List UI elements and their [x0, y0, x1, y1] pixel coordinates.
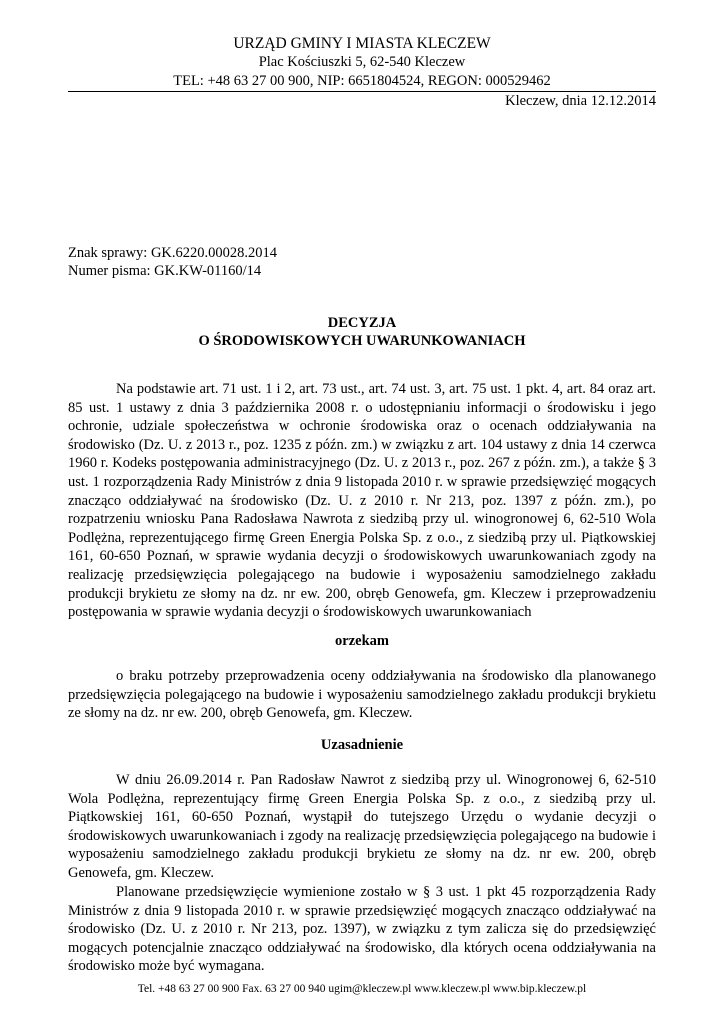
office-address: Plac Kościuszki 5, 62-540 Kleczew [258, 54, 466, 70]
document-title: DECYZJA [327, 315, 397, 331]
office-name: URZĄD GMINY I MIASTA KLECZEW [233, 35, 491, 52]
justification-paragraph: Planowane przedsięwzięcie wymienione zostało w § 3 ust. 1 pkt 45 rozporządzenia Rady Ministrów z dnia 9 listopada 2010 r. w sprawie przedsięwzięć mogących znacząco oddziaływać na środowisko (Dz. U. z 2010 r. Nr 213, poz. 1397), w związku z tym zalicza się do przedsięwzięć mogących potencjalnie znacząco oddziaływać na środowisko, dla których ocena oddziaływania na środowisko może być wymagana. [68, 884, 656, 975]
ruling-heading: orzekam [335, 633, 389, 649]
header-divider [68, 91, 656, 92]
legal-basis-paragraph: Na podstawie art. 71 ust. 1 i 2, art. 73 ust., art. 74 ust. 3, art. 75 ust. 1 pkt. 4, art. 84 oraz art. 85 ust. 1 ustawy z dnia 3 października 2008 r. o udostępnianiu informacji o środowisku i jego ochronie, udziale społeczeństwa w ochronie środowiska oraz o ocenach oddziaływania na środowisko (Dz. U. z 2013 r., poz. 1235 z późn. zm.) w związku z art. 104 ustawy z dnia 14 czerwca 1960 r. Kodeks postępowania administracyjnego (Dz. U. z 2013 r., poz. 267 z późn. zm.), a także § 3 ust. 1 rozporządzenia Rady Ministrów z dnia 9 listopada 2010 r. w sprawie przedsięwzięć mogących znacząco oddziaływać na środowisko (Dz. U. z 2010 r. Nr 213, poz. 1397 z późn. zm.), po rozpatrzeniu wniosku Pana Radosława Nawrota z siedzibą przy ul. winogronowej 6, 62-510 Wola Podlężna, reprezentującego firmę Green Energia Polska Sp. z o.o., z siedzibą przy ul. Piątkowskiej 161, 60-650 Poznań, w sprawie wydania decyzji o środowiskowych uwarunkowaniach zgody na realizację przedsięwzięcia polegającego na budowie i wyposażeniu samodzielnego zakładu produkcji brykietu ze słomy na dz. nr ew. 200, obręb Genowefa, gm. Kleczew i przeprowadzeniu postępowania w sprawie wydania decyzji o środowiskowych uwarunkowaniach [68, 381, 656, 621]
case-number: Znak sprawy: GK.6220.00028.2014 [68, 245, 278, 261]
justification-heading: Uzasadnienie [320, 737, 404, 753]
office-contact: TEL: +48 63 27 00 900, NIP: 6651804524, REGON: 000529462 [173, 73, 551, 89]
ruling-paragraph: o braku potrzeby przeprowadzenia oceny oddziaływania na środowisko dla planowanego przedsięwzięcia polegającego na budowie i wyposażeniu samodzielnego zakładu produkcji brykietu ze słomy na dz. nr ew. 200, obręb Genowefa, gm. Kleczew. [68, 668, 656, 722]
document-date: Kleczew, dnia 12.12.2014 [505, 93, 656, 109]
document-subtitle: O ŚRODOWISKOWYCH UWARUNKOWANIACH [198, 333, 526, 349]
justification-paragraph: W dniu 26.09.2014 r. Pan Radosław Nawrot z siedzibą przy ul. Winogronowej 6, 62-510 Wola Podlężna, reprezentujący firmę Green Energia Polska Sp. z o.o., z siedzibą przy ul. Piątkowskiej 161, 60-650 Poznań, wystąpił do tutejszego Urzędu o wydanie decyzji o środowiskowych uwarunkowaniach i zgody na realizację przedsięwzięcia polegającego na budowie i wyposażeniu samodzielnego zakładu produkcji brykietu ze słomy na dz. nr ew. 200, obręb Genowefa, gm. Kleczew. [68, 772, 656, 881]
letter-number: Numer pisma: GK.KW-01160/14 [68, 263, 262, 279]
page-footer: Tel. +48 63 27 00 900 Fax. 63 27 00 940 ugim@kleczew.pl www.kleczew.pl www.bip.kleczew.pl [137, 983, 587, 995]
